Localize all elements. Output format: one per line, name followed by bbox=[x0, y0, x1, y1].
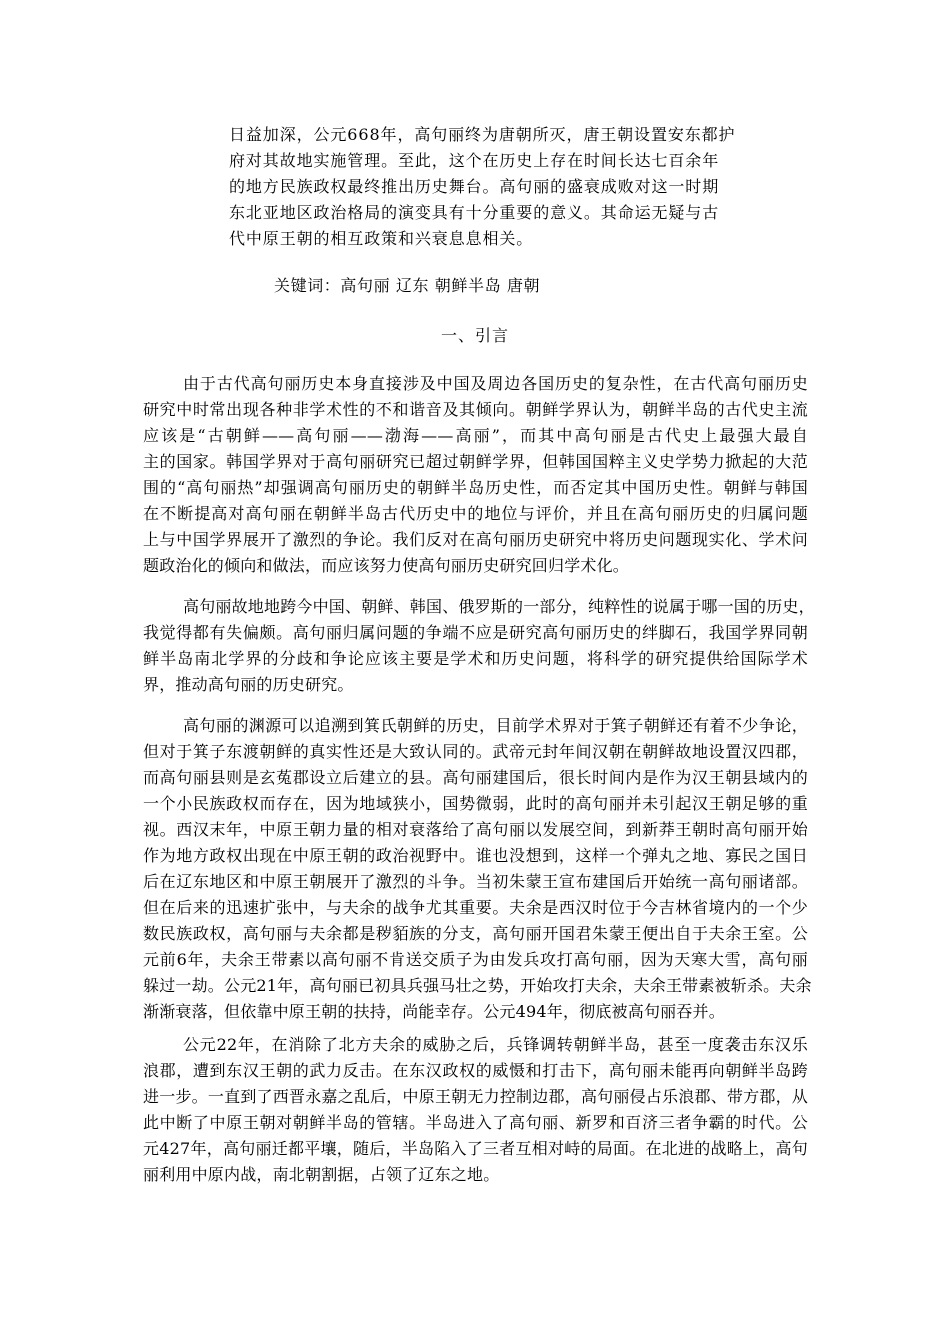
paragraph-line: 而高句丽县则是玄菟郡设立后建立的县。高句丽建国后，很长时间内是作为汉王朝县域内的 bbox=[143, 768, 808, 787]
body-paragraph bbox=[143, 371, 808, 579]
abstract-line: 府对其故地实施管理。至此，这个在历史上存在时间长达七百余年 bbox=[229, 151, 720, 170]
paragraph-line: 躲过一劫。公元21年，高句丽已初具兵强马壮之势，开始攻打夫余，夫余王带素被斩杀。夫余 bbox=[143, 976, 812, 995]
paragraph-line: 浪郡，遭到东汉王朝的武力反击。在东汉政权的威慑和打击下，高句丽未能再向朝鲜半岛跨 bbox=[143, 1061, 808, 1080]
body-paragraph bbox=[143, 594, 815, 698]
paragraph-line: 后在辽东地区和中原王朝展开了激烈的斗争。当初朱蒙王宣布建国后开始统一高句丽诸部。 bbox=[143, 872, 808, 891]
abstract-continuation bbox=[229, 122, 736, 252]
section-heading: 一、引言 bbox=[440, 326, 509, 345]
paragraph-line: 主的国家。韩国学界对于高句丽研究已超过朝鲜学界，但韩国国粹主义史学势力掀起的大范 bbox=[143, 452, 808, 471]
paragraph-line: 作为地方政权出现在中原王朝的政治视野中。谁也没想到，这样一个弹丸之地、寡民之国日 bbox=[143, 846, 808, 865]
paragraph-line: 题政治化的倾向和做法，而应该努力使高句丽历史研究回归学术化。 bbox=[143, 556, 630, 575]
abstract-line: 的地方民族政权最终推出历史舞台。高句丽的盛衰成败对这一时期 bbox=[229, 177, 720, 196]
paragraph-line: 鲜半岛南北学界的分歧和争论应该主要是学术和历史问题，将科学的研究提供给国际学术 bbox=[143, 649, 808, 668]
paragraph-line: 围的“高句丽热”却强调高句丽历史的朝鲜半岛历史性，而否定其中国历史性。朝鲜与韩国 bbox=[143, 478, 808, 497]
paragraph-line: 高句丽的渊源可以追溯到箕氏朝鲜的历史，目前学术界对于箕子朝鲜还有着不少争论， bbox=[183, 716, 808, 735]
paragraph-line: 渐渐衰落，但依靠中原王朝的扶持，尚能幸存。公元494年，彻底被高句丽吞并。 bbox=[143, 1002, 725, 1021]
keywords-line: 关键词：高句丽 辽东 朝鲜半岛 唐朝 bbox=[274, 276, 541, 295]
paragraph-line: 元前6年，夫余王带素以高句丽不肯送交质子为由发兵攻打高句丽，因为天寒大雪，高句丽 bbox=[143, 950, 808, 969]
paragraph-line: 由于古代高句丽历史本身直接涉及中国及周边各国历史的复杂性，在古代高句丽历史 bbox=[183, 374, 808, 393]
paragraph-line: 研究中时常出现各种非学术性的不和谐音及其倾向。朝鲜学界认为，朝鲜半岛的古代史主流 bbox=[143, 400, 808, 419]
paragraph-line: 应该是“古朝鲜——高句丽——渤海——高丽”，而其中高句丽是古代史上最强大最自 bbox=[143, 426, 808, 445]
paragraph-line: 进一步。一直到了西晋永嘉之乱后，中原王朝无力控制边郡，高句丽侵占乐浪郡、带方郡，从 bbox=[143, 1087, 808, 1106]
paragraph-line: 上与中国学界展开了激烈的争论。我们反对在高句丽历史研究中将历史问题现实化、学术问 bbox=[143, 530, 808, 549]
paragraph-line: 公元22年，在消除了北方夫余的威胁之后，兵锋调转朝鲜半岛，甚至一度袭击东汉乐 bbox=[183, 1035, 808, 1054]
paragraph-line: 元427年，高句丽迁都平壤，随后，半岛陷入了三者互相对峙的局面。在北进的战略上，高句 bbox=[143, 1139, 808, 1158]
abstract-line: 代中原王朝的相互政策和兴衰息息相关。 bbox=[229, 229, 534, 248]
paragraph-line: 丽利用中原内战，南北朝割据，占领了辽东之地。 bbox=[143, 1165, 500, 1184]
paragraph-line: 但在后来的迅速扩张中，与夫余的战争尤其重要。夫余是西汉时位于今吉林省境内的一个少 bbox=[143, 898, 808, 917]
paragraph-line: 一个小民族政权而存在，因为地域狭小，国势微弱，此时的高句丽并未引起汉王朝足够的重 bbox=[143, 794, 808, 813]
paragraph-line: 此中断了中原王朝对朝鲜半岛的管辖。半岛进入了高句丽、新罗和百济三者争霸的时代。公 bbox=[143, 1113, 808, 1132]
paragraph-line: 数民族政权，高句丽与夫余都是秽貊族的分支，高句丽开国君朱蒙王便出自于夫余王室。公 bbox=[143, 924, 808, 943]
body-paragraph bbox=[143, 1032, 808, 1188]
paragraph-line: 我觉得都有失偏颇。高句丽归属问题的争端不应是研究高句丽历史的绊脚石，我国学界同朝 bbox=[143, 623, 808, 642]
body-paragraph bbox=[143, 713, 812, 1025]
paragraph-line: 视。西汉末年，中原王朝力量的相对衰落给了高句丽以发展空间，到新莽王朝时高句丽开始 bbox=[143, 820, 808, 839]
abstract-line: 日益加深，公元668年，高句丽终为唐朝所灭，唐王朝设置安东都护 bbox=[229, 125, 736, 144]
paragraph-line: 在不断提高对高句丽在朝鲜半岛古代历史中的地位与评价，并且在高句丽历史的归属问题 bbox=[143, 504, 808, 523]
paragraph-line: 界，推动高句丽的历史研究。 bbox=[143, 675, 354, 694]
abstract-line: 东北亚地区政治格局的演变具有十分重要的意义。其命运无疑与古 bbox=[229, 203, 720, 222]
paragraph-line: 高句丽故地地跨今中国、朝鲜、韩国、俄罗斯的一部分，纯粹性的说属于哪一国的历史， bbox=[183, 597, 815, 616]
paragraph-line: 但对于箕子东渡朝鲜的真实性还是大致认同的。武帝元封年间汉朝在朝鲜故地设置汉四郡， bbox=[143, 742, 808, 761]
